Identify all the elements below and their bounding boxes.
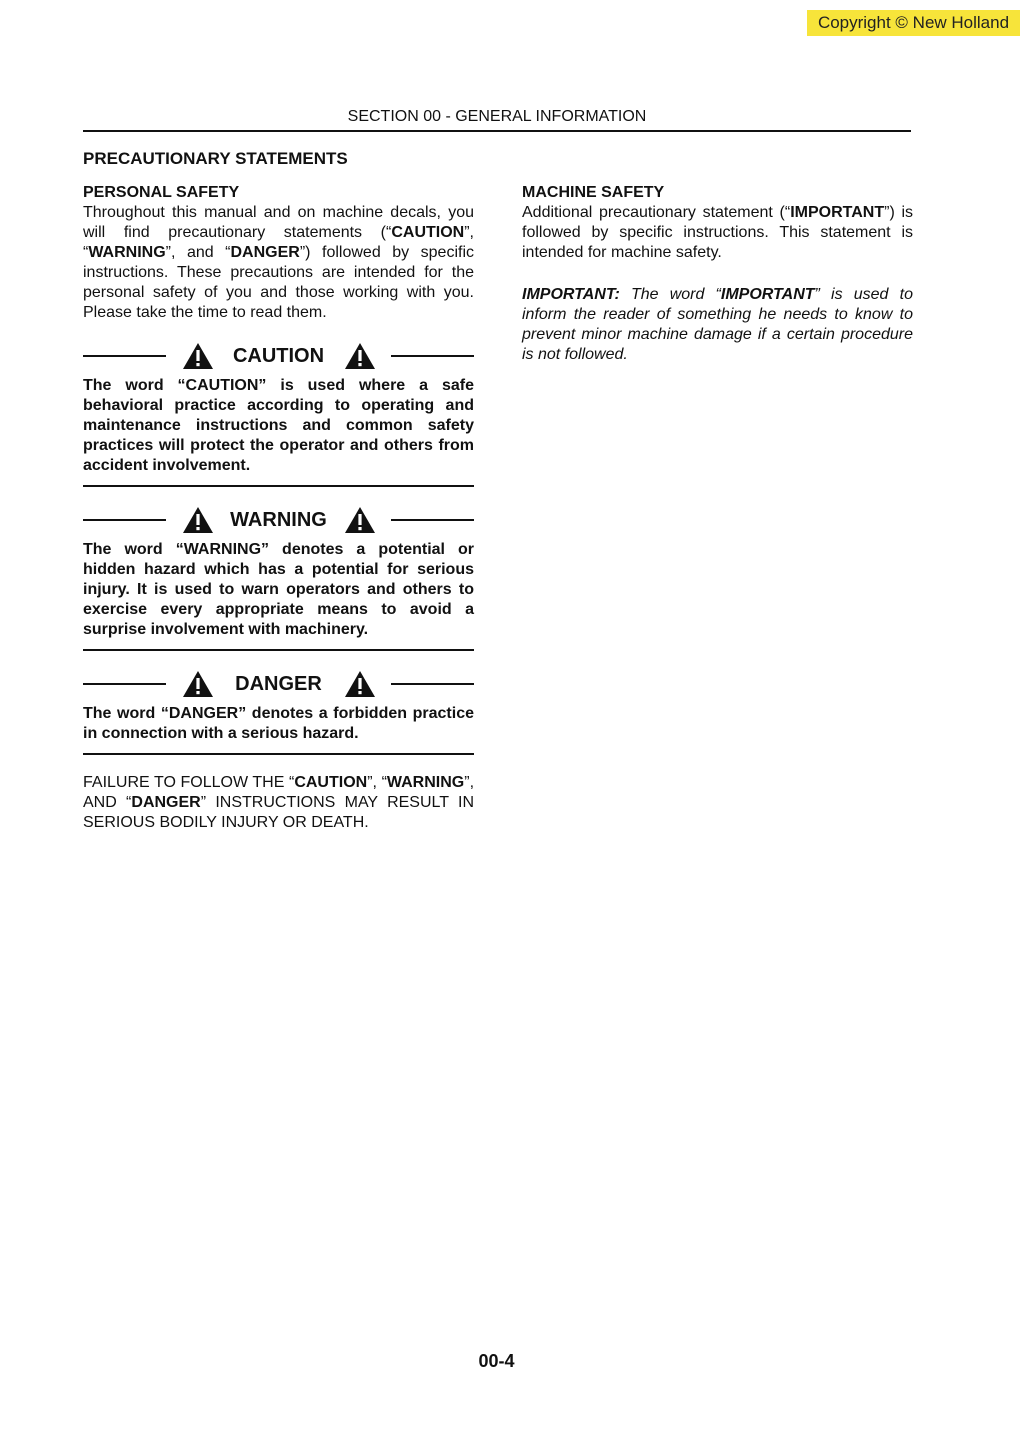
caution-notice <box>83 342 474 487</box>
left-column <box>83 183 474 833</box>
warning-notice-header <box>83 506 474 534</box>
copyright-banner: Copyright © New Holland <box>807 10 1020 36</box>
danger-notice <box>83 670 474 755</box>
machine-safety-heading: MACHINE SAFETY <box>522 184 665 201</box>
failure-statement: FAILURE TO FOLLOW THE “CAUTION”, “WARNING”, AND “DANGER” INSTRUCTIONS MAY RESULT IN SERIOUS BODILY INJURY OR DEATH. <box>83 774 475 831</box>
personal-safety-heading: PERSONAL SAFETY <box>83 184 240 201</box>
notice-rule-left <box>83 355 166 357</box>
notice-divider <box>83 753 474 755</box>
danger-notice-header <box>83 670 474 698</box>
warning-text: The word “WARNING” denotes a potential or hidden hazard which has a potential for serious injury. It is used to warn operators and others to exercise every appropriate means to avoid a surprise involvement with machinery. <box>83 541 474 638</box>
warning-triangle-icon <box>344 506 376 534</box>
warning-triangle-icon <box>344 670 376 698</box>
caution-label: CAUTION <box>232 345 325 367</box>
notice-rule-right <box>391 683 474 685</box>
warning-triangle-icon <box>182 670 214 698</box>
page-title: PRECAUTIONARY STATEMENTS <box>83 149 348 168</box>
notice-divider <box>83 649 474 651</box>
warning-triangle-icon <box>182 506 214 534</box>
notice-rule-left <box>83 519 166 521</box>
personal-safety-text: Throughout this manual and on machine decals, you will find precautionary statements (“CAUTION”, “WARNING”, and “DANGER”) followed by specific instructions. These precautions are intended for the personal safety of you and those working with you. Please take the time to read them. <box>83 204 475 321</box>
notice-rule-right <box>391 355 474 357</box>
caution-text: The word “CAUTION” is used where a safe behavioral practice according to operating and maintenance instructions and common safety practices will protect the operator and others from accident involvement. <box>83 377 474 474</box>
caution-notice-header <box>83 342 474 370</box>
right-column <box>522 183 913 365</box>
warning-triangle-icon <box>182 342 214 370</box>
danger-text: The word “DANGER” denotes a forbidden practice in connection with a serious hazard. <box>83 705 474 742</box>
notice-divider <box>83 485 474 487</box>
page-number: 00-4 <box>478 1351 515 1371</box>
notice-rule-left <box>83 683 166 685</box>
section-header: SECTION 00 - GENERAL INFORMATION <box>347 108 647 125</box>
important-note: IMPORTANT: The word “IMPORTANT” is used to inform the reader of something he needs to know to prevent minor machine damage if a certain procedure is not followed. <box>522 286 913 363</box>
important-lead: IMPORTANT: <box>522 286 620 303</box>
machine-safety-text: Additional precautionary statement (“IMPORTANT”) is followed by specific instructions. This statement is intended for machine safety. <box>522 204 914 261</box>
notice-rule-right <box>391 519 474 521</box>
danger-label: DANGER <box>235 673 322 695</box>
warning-notice <box>83 506 474 651</box>
warning-triangle-icon <box>344 342 376 370</box>
warning-label: WARNING <box>230 509 327 531</box>
header-rule <box>83 130 911 132</box>
